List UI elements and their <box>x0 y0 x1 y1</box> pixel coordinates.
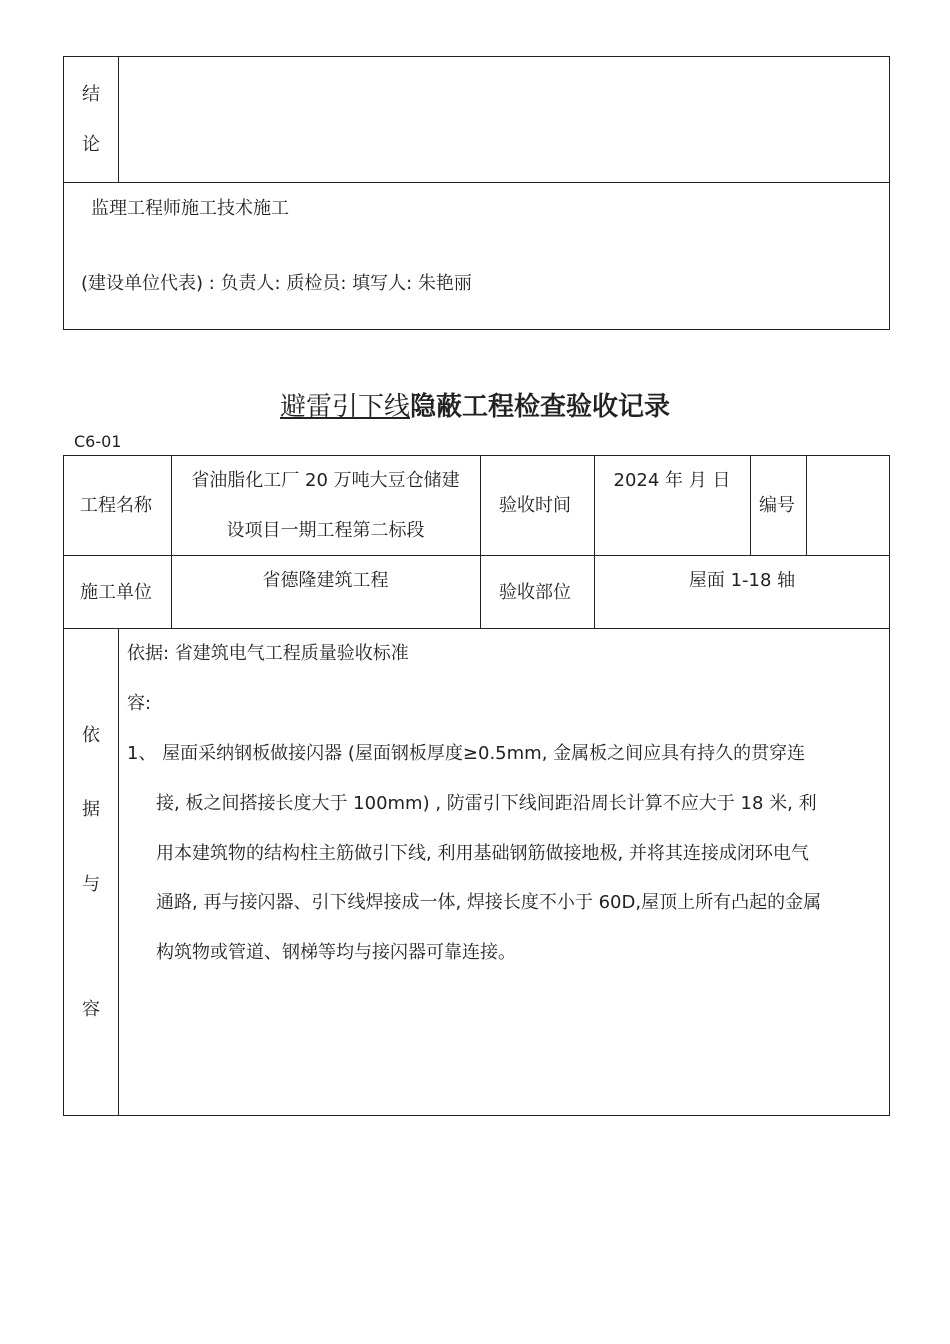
content-label: 容: <box>127 693 152 714</box>
basis-standard-line: 依据: 省建筑电气工程质量验收标准 <box>127 643 409 664</box>
project-name-label: 工程名称 <box>80 495 152 516</box>
col-rule-2 <box>480 455 481 628</box>
basis-side-label-char: 与 <box>82 874 100 895</box>
content-item-line: 构筑物或管道、钢梯等均与接闪器可靠连接。 <box>156 942 516 963</box>
content-item-line: 用本建筑物的结构柱主筋做引下线, 利用基础钢筋做接地极, 并将其连接成闭环电气 <box>156 843 809 864</box>
inspection-part-label: 验收部位 <box>499 582 571 603</box>
contractor-value: 省德隆建筑工程 <box>262 570 389 591</box>
col-rule-5 <box>806 455 807 555</box>
basis-side-label-char: 依 <box>82 725 100 746</box>
content-item-line: 通路, 再与接闪器、引下线焊接成一体, 焊接长度不小于 60D,屋顶上所有凸起的金属 <box>156 892 822 913</box>
inspection-time-label: 验收时间 <box>499 495 571 516</box>
content-item-line: 1、 屋面采纳钢板做接闪器 (屋面钢板厚度≥0.5mm, 金属板之间应具有持久的贯穿连 <box>127 743 806 764</box>
inspection-time-value: 2024 年 月 日 <box>613 470 731 491</box>
project-name-line2: 设项目一期工程第二标段 <box>226 520 425 541</box>
record-number-label: 编号 <box>759 495 795 516</box>
conclusion-label-char: 论 <box>82 134 100 155</box>
contractor-label: 施工单位 <box>80 582 152 603</box>
inspection-part-value: 屋面 1-18 轴 <box>688 570 796 591</box>
conclusion-divider <box>118 56 119 182</box>
col-rule-4 <box>750 455 751 555</box>
basis-side-label-char: 容 <box>82 999 100 1020</box>
conclusion-label-char: 结 <box>82 84 100 105</box>
basis-side-rule <box>118 628 119 1116</box>
project-name-line1: 省油脂化工厂 20 万吨大豆仓储建 <box>191 470 460 491</box>
conclusion-bottom-rule <box>63 182 890 183</box>
row-rule-1 <box>63 555 890 556</box>
content-item-line: 接, 板之间搭接长度大于 100mm) , 防雷引下线间距沿周长计算不应大于 18 米, 利 <box>156 793 817 814</box>
signature-names-line: (建设单位代表) : 负责人: 质检员: 填写人: 朱艳丽 <box>81 273 472 294</box>
page-title <box>0 394 950 420</box>
basis-side-label-char: 据 <box>82 799 100 820</box>
page-title-rest: 隐蔽工程检查验收记录 <box>410 392 671 422</box>
form-code: C6-01 <box>74 432 122 451</box>
signature-roles-line: 监理工程师施工技术施工 <box>91 198 289 219</box>
page-title-underlined: 避雷引下线 <box>279 392 410 422</box>
row-rule-2 <box>63 628 890 629</box>
